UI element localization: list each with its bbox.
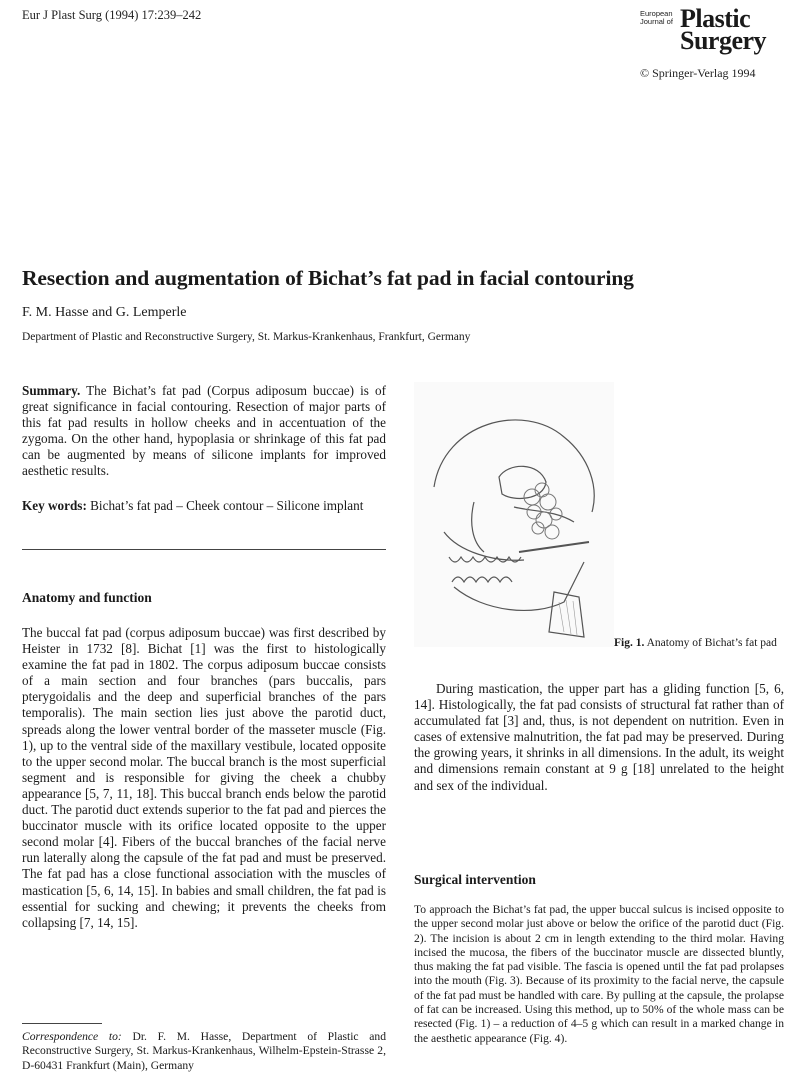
figure-label: Fig. 1. — [614, 637, 645, 649]
surgical-heading: Surgical intervention — [414, 872, 536, 887]
article-title: Resection and augmentation of Bichat’s fat pad in facial contouring — [22, 266, 634, 290]
summary-label: Summary. — [22, 383, 81, 398]
article-authors: F. M. Hasse and G. Lemperle — [22, 305, 187, 320]
anatomy-text — [22, 625, 386, 931]
copyright-notice: © Springer-Verlag 1994 — [640, 66, 756, 80]
surgical-text: To approach the Bichat’s fat pad, the upper buccal sulcus is incised opposite to the upper second molar just above or below the orifice of the parotid duct (Fig. 2). The incision is about 2 cm in length extending to the third molar. Having incised the mucosa, the fibers of the buccinator muscle are dissected bluntly, thus making the fat pad visible. The fascia is opened until the fat pad prolapses into the mouth (Fig. 3). Because of its proximity to the facial nerve, the capsule of the fat pad must be handled with care. By pulling at the capsule, the prolapse of fat can be increased. Using this method, up to 50% of the whole mass can be resected (Fig. 1) – a reduction of 4–5 g which can result in a marked change in the aesthetic appearance (Fig. 4). — [414, 903, 784, 1045]
article-affiliation: Department of Plastic and Reconstructive Surgery, St. Markus-Krankenhaus, Frankfurt, Germany — [22, 331, 471, 343]
mastication-paragraph: During mastication, the upper part has a gliding function [5, 6, 14]. Histologically, the fat pad consists of structural fat rather than of accumulated fat [3] and, thus, is not dependent on nutrition. Even in cases of extensive malnutrition, the fat pad may be preserved. During the growing years, it shrinks in all dimensions. In the adult, its weight and dimensions remain constant at 9 g [18] unrelated to the height and sex of the individual. — [414, 681, 784, 793]
summary-text: The Bichat’s fat pad (Corpus adiposum buccae) is of great significance in facial contouring. Resection of major parts of this fat pad results in hollow cheeks and in accentuation of the zygoma. On the other hand, hypoplasia or shrinkage of this fat pad can be augmented by means of silicone implants for improved aesthetic results. — [22, 383, 386, 479]
figure-caption — [614, 636, 784, 650]
anatomy-paragraph: The buccal fat pad (corpus adiposum buccae) was first described by Heister in 1732 [8]. Bichat [1] was the first to histologically examine the fat pad in 1802. The corpus adiposum buccae consists of a main section and four branches (pars buccalis, pars pterygoidalis and the deep and superficial branches of the pars temporalis). The main section lies just above the parotid duct, spreads along the lower ventral border of the masseter muscle (Fig. 1), up to the ventral side of the maxillary vestibule, located opposite to the upper second molar. The buccal branch is the most superficial segment and is responsible for giving the cheek a chubby appearance [5, 7, 11, 18]. This buccal branch ends below the parotid duct. The parotid duct extends superior to the fat pad and pierces the buccinator muscle with its orifice located opposite to the upper second molar [4]. Fibers of the buccal branches of the facial nerve run laterally along the capsule of the fat pad and must be preserved. The fat pad has a close functional association with the muscles of mastication [5, 6, 14, 15]. In babies and small children, the fat pad is essential for sucking and chewing; it prevents the cheeks from collapsing [7, 14, 15]. — [22, 625, 386, 930]
logo-plastic: Plastic — [680, 4, 751, 33]
journal-logo — [640, 6, 780, 62]
figure-1-illustration — [414, 382, 614, 647]
anatomy-heading: Anatomy and function — [22, 590, 152, 605]
footnote-divider — [22, 1023, 102, 1024]
correspondence-footnote — [22, 1030, 386, 1073]
keywords-paragraph — [22, 498, 386, 514]
correspondence-text: Dr. F. M. Hasse, Department of Plastic and Reconstructive Surgery, St. Markus-Krankenhaus, Wilhelm-Epstein-Strasse 2, D-60431 Frankfurt (Main), Germany — [22, 1030, 387, 1072]
logo-surgery: Surgery — [680, 26, 767, 55]
mastication-text — [414, 681, 784, 794]
figure-caption-text: Anatomy of Bichat’s fat pad — [644, 637, 777, 649]
correspondence-label: Correspondence to: — [22, 1030, 122, 1043]
keywords-text: Bichat’s fat pad – Cheek contour – Silicone implant — [86, 498, 364, 513]
section-divider — [22, 549, 386, 550]
summary-paragraph — [22, 383, 386, 480]
logo-subtitle: European Journal of — [640, 9, 673, 26]
journal-reference: Eur J Plast Surg (1994) 17:239–242 — [22, 8, 202, 22]
keywords-label: Key words: — [22, 498, 87, 513]
